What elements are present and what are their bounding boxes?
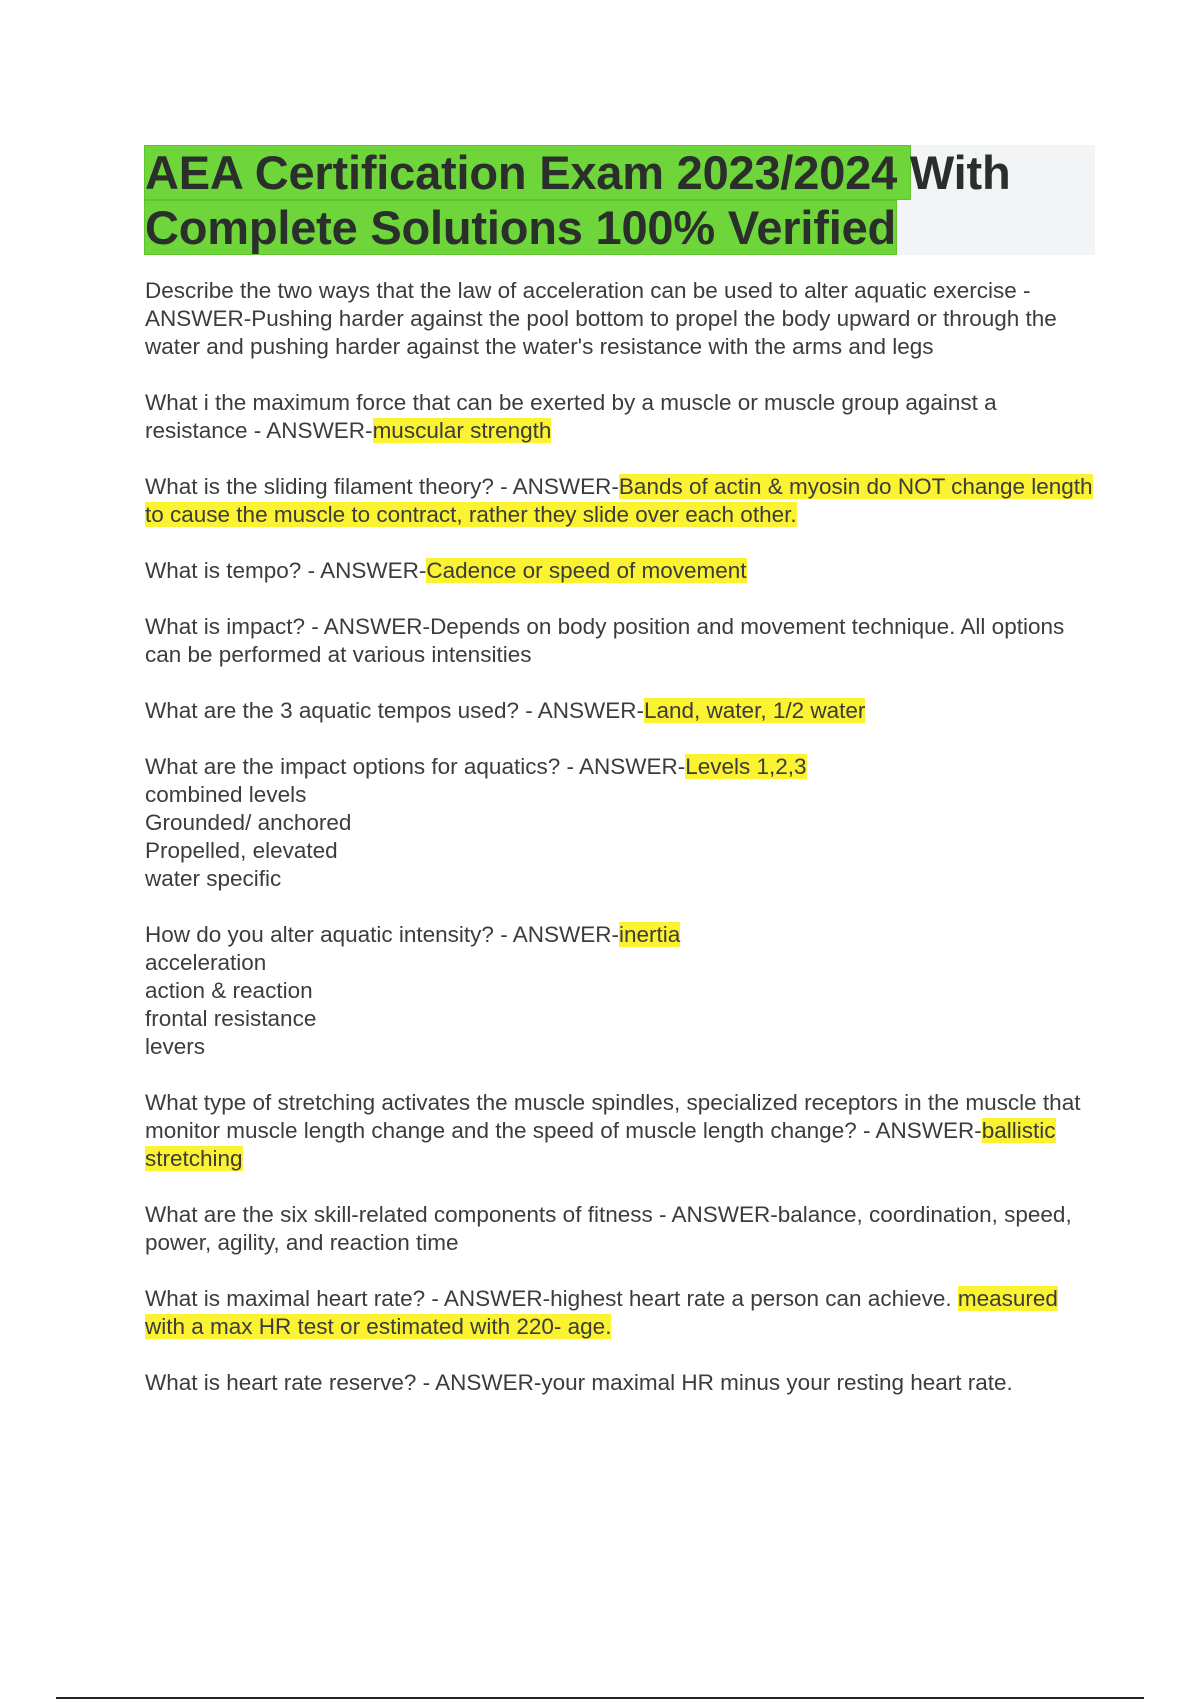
answer-highlight: measured with a max HR test or estimated with 220- age. — [145, 1286, 1058, 1339]
qa-item — [145, 473, 1095, 529]
answer-line: acceleration — [145, 950, 267, 975]
answer-line: water specific — [145, 866, 282, 891]
qa-item — [145, 921, 1095, 1061]
question-text: Describe the two ways that the law of acceleration can be used to alter aquatic exercise - ANSWER- — [145, 278, 1031, 331]
answer-line: Propelled, elevated — [145, 838, 338, 863]
answer-highlight: Levels 1,2,3 — [685, 754, 807, 779]
answer-text: Depends on body position and movement technique. All options can be performed at various intensities — [145, 614, 1065, 667]
answer-highlight: muscular strength — [372, 418, 552, 443]
answer-highlight: Bands of actin & myosin do NOT change length to cause the muscle to contract, rather they slide over each other. — [145, 474, 1093, 527]
title-highlight-line1: AEA Certification Exam 2023/2024 — [145, 146, 910, 199]
title-highlight-line2: Complete Solutions 100% Verified — [145, 201, 897, 254]
answer-line: frontal resistance — [145, 1006, 317, 1031]
document-title — [145, 145, 1095, 255]
question-text: What type of stretching activates the muscle spindles, specialized receptors in the muscle that monitor muscle length change and the speed of muscle length change? - ANSWER- — [145, 1090, 1081, 1143]
document-page — [145, 145, 1095, 1425]
answer-highlight: inertia — [618, 922, 681, 947]
qa-item — [145, 753, 1095, 893]
question-text: What i the maximum force that can be exerted by a muscle or muscle group against a resistance - ANSWER- — [145, 390, 997, 443]
answer-text: your maximal HR minus your resting heart rate. — [541, 1370, 1013, 1395]
qa-item — [145, 613, 1095, 669]
qa-item — [145, 557, 1095, 585]
qa-item — [145, 277, 1095, 361]
answer-text: Pushing harder against the pool bottom to propel the body upward or through the water and pushing harder against the water's resistance with the arms and legs — [145, 306, 1057, 359]
answer-text: highest heart rate a person can achieve. — [550, 1286, 958, 1311]
question-text: What is heart rate reserve? - ANSWER- — [145, 1370, 542, 1395]
answer-line: action & reaction — [145, 978, 313, 1003]
answer-line: combined levels — [145, 782, 307, 807]
title-line1-rest: With — [909, 146, 1011, 199]
question-text: What are the impact options for aquatics? - ANSWER- — [145, 754, 686, 779]
question-text: How do you alter aquatic intensity? - ANSWER- — [145, 922, 619, 947]
question-text: What are the six skill-related components of fitness - ANSWER- — [145, 1202, 778, 1227]
qa-item — [145, 1089, 1095, 1173]
qa-item — [145, 1369, 1095, 1397]
qa-item — [145, 1285, 1095, 1341]
answer-line: Grounded/ anchored — [145, 810, 352, 835]
question-text: What is impact? - ANSWER- — [145, 614, 431, 639]
answer-highlight: Cadence or speed of movement — [426, 558, 747, 583]
question-text: What is the sliding filament theory? - ANSWER- — [145, 474, 619, 499]
qa-item — [145, 697, 1095, 725]
page-divider — [56, 1697, 1144, 1699]
answer-highlight: Land, water, 1/2 water — [643, 698, 866, 723]
answer-text: balance, coordination, speed, power, agility, and reaction time — [145, 1202, 1072, 1255]
title-block — [145, 145, 1095, 255]
question-text: What is tempo? - ANSWER- — [145, 558, 427, 583]
answer-line: levers — [145, 1034, 206, 1059]
answer-highlight: ballistic stretching — [145, 1118, 1056, 1171]
question-text: What is maximal heart rate? - ANSWER- — [145, 1286, 551, 1311]
qa-item — [145, 1201, 1095, 1257]
question-text: What are the 3 aquatic tempos used? - ANSWER- — [145, 698, 644, 723]
qa-item — [145, 389, 1095, 445]
